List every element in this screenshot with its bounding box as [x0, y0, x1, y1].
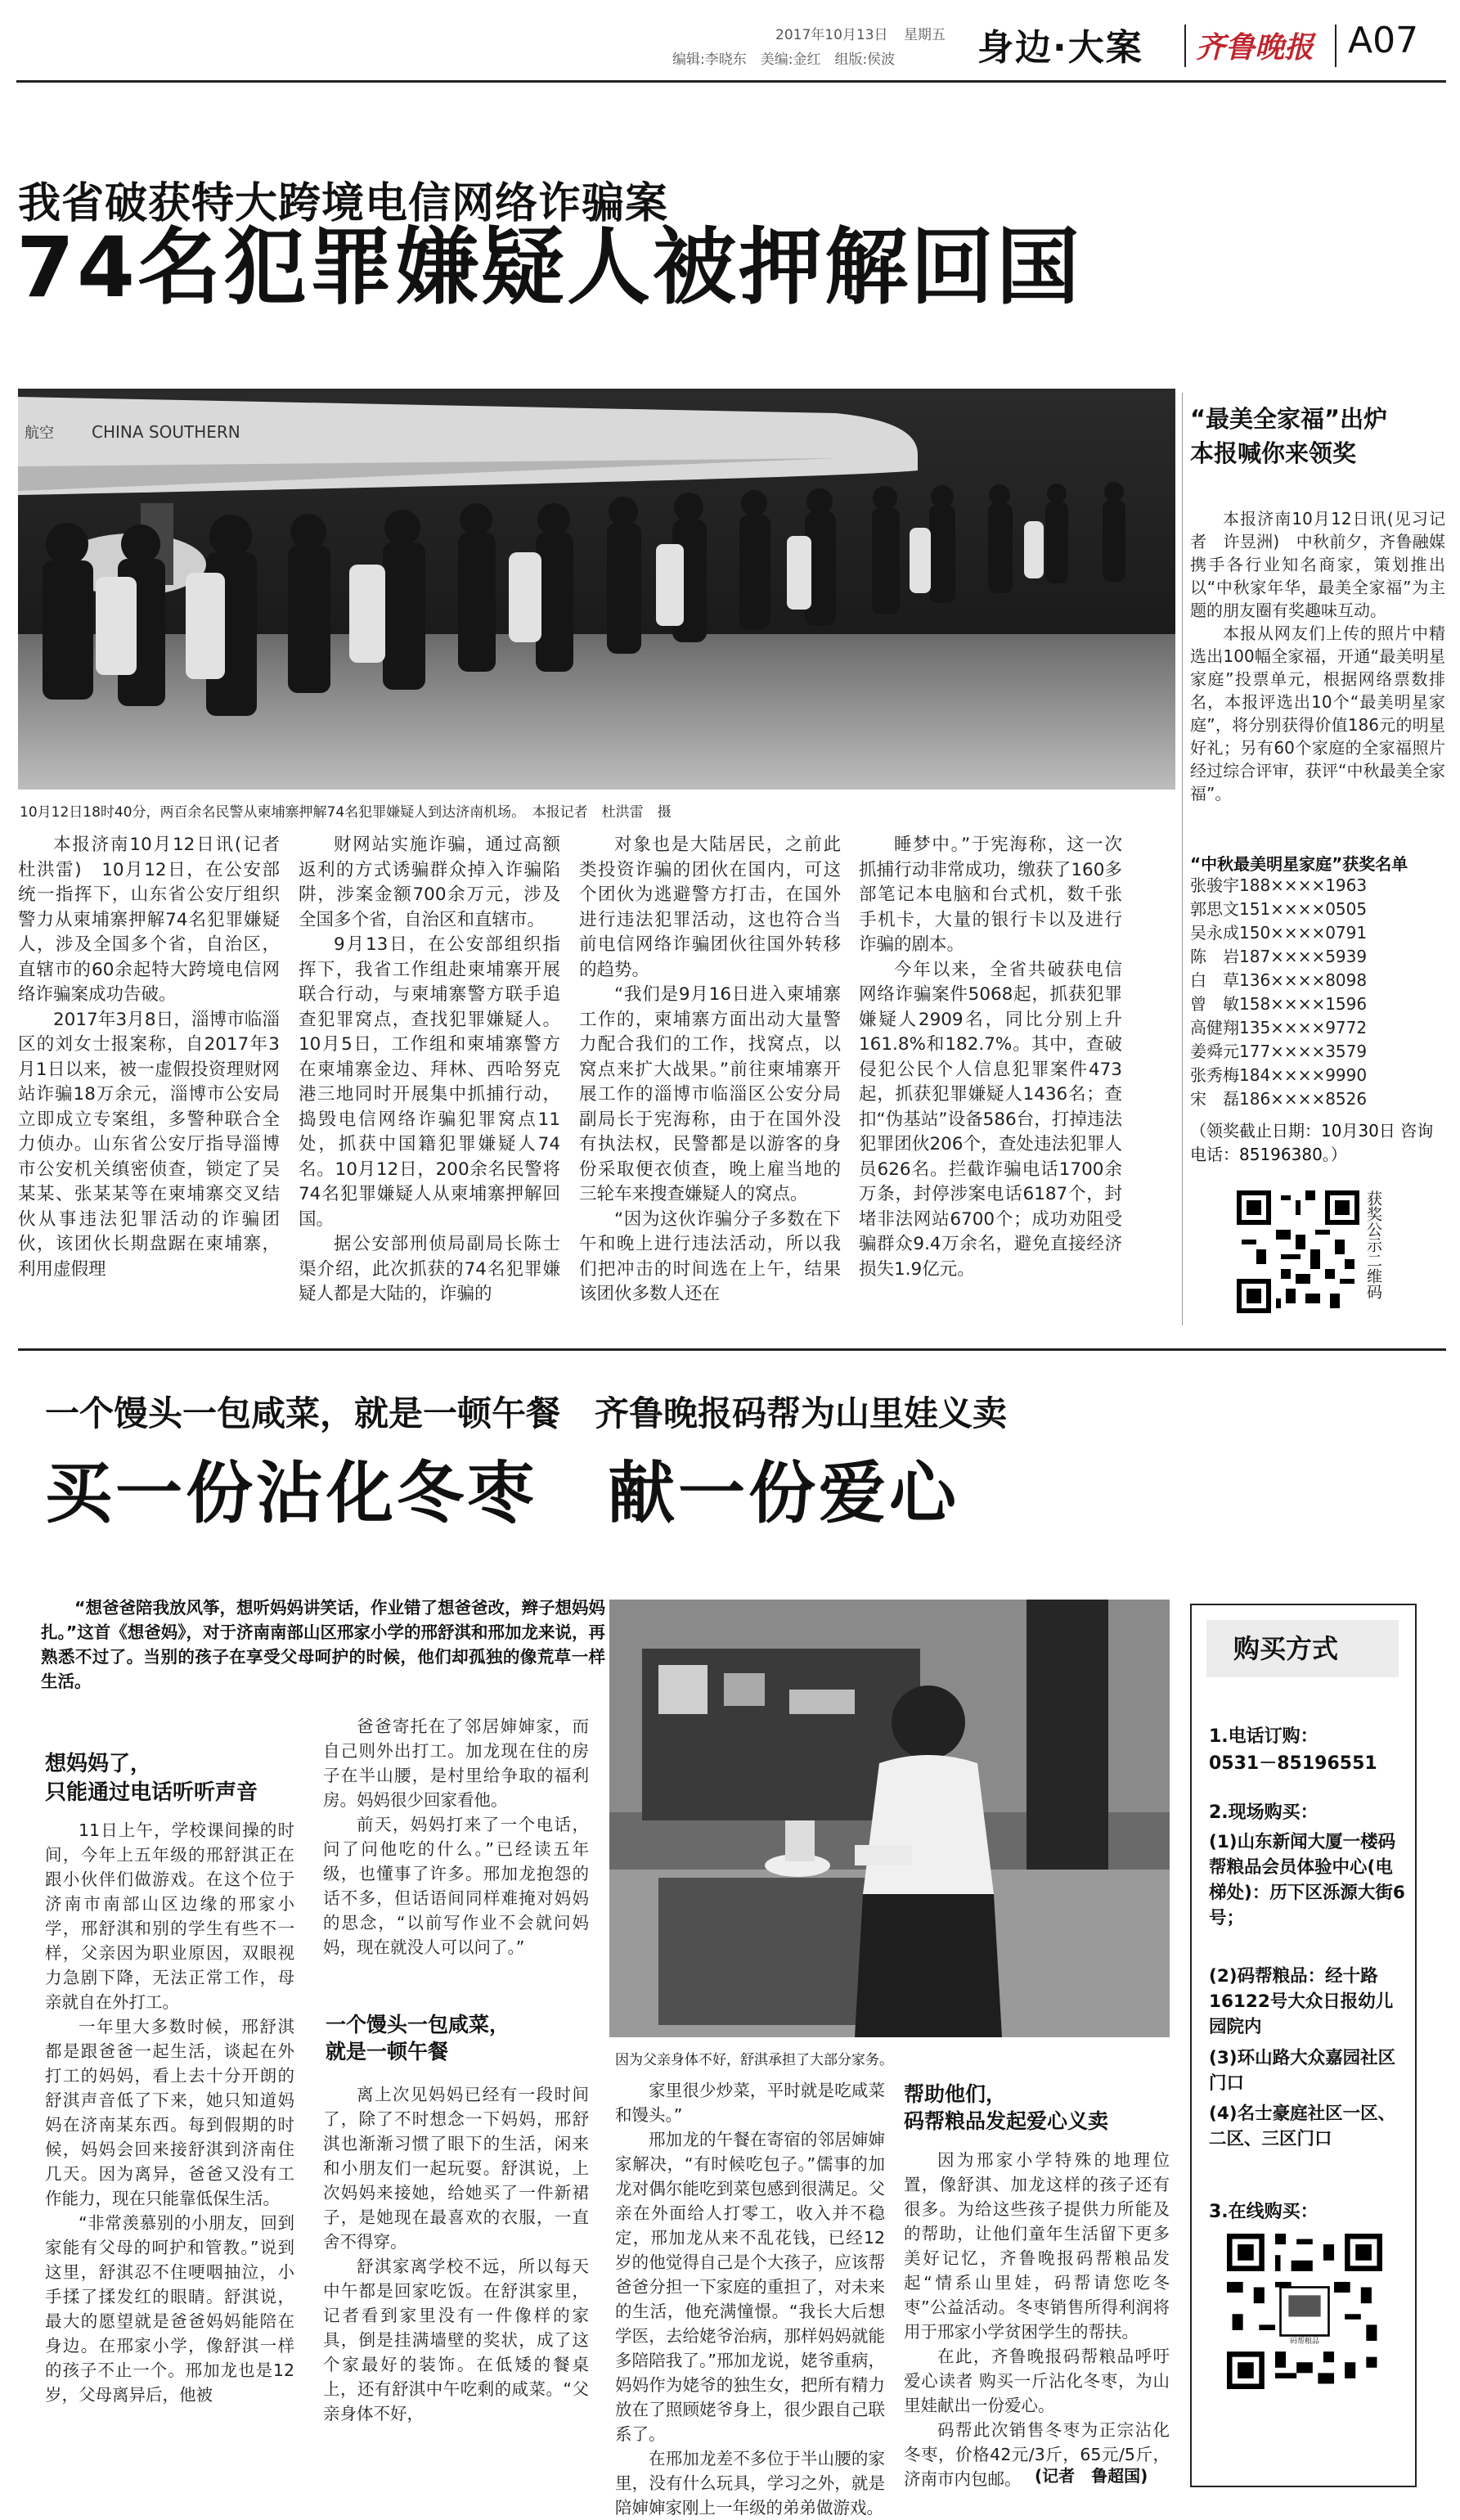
- winner-entry: 郭思文151××××0505: [1190, 899, 1368, 919]
- buy-box-top: [1190, 1604, 1417, 1605]
- section-title: 身边·大案: [977, 27, 1143, 69]
- story2-headline: 买一份沾化冬枣 献一份爱心: [45, 1455, 960, 1532]
- story2-sub1-2: 只能通过电话听听声音: [45, 1780, 258, 1805]
- buy-phone[interactable]: 0531－85196551: [1209, 1753, 1377, 1774]
- paragraph: 舒淇家离学校不远，所以每天中午都是回家吃饭。在舒淇家里，记者看到家里没有一件像样的家具，倒是挂满墙壁的奖状，成了这个家最好的装饰。在低矮的餐桌上，还有舒淇中午吃剩的咸菜。“父亲身体不好，: [323, 2257, 589, 2423]
- paragraph: 在此，齐鲁晚报码帮粮品呼吁爱心读者 购买一斤沾化冬枣，为山里娃献出一份爱心。: [904, 2347, 1170, 2415]
- paragraph: 今年以来，全省共破获电信网络诈骗案件5068起，抓获犯罪嫌疑人2909名，同比分别上升161.8%和182.7%。其中，查破侵犯公民个人信息犯罪案件473起，抓获犯罪嫌疑人1436名；查扣“伪基站”设备586台，打掉违法犯罪团伙206个，查处违法犯罪人员626名。拦截诈骗电话1700余万条，封停涉案电话6187个，封堵非法网站6700个；成功劝阻受骗群众9.4万余名，避免直接经济损失1.9亿元。: [859, 959, 1122, 1280]
- page-number: A07: [1348, 20, 1419, 61]
- buy-qr-code[interactable]: [1227, 2234, 1382, 2389]
- story2-photo: [609, 1600, 1170, 2037]
- section-frame-top: [18, 1348, 1446, 1351]
- story2-col3: [615, 2078, 885, 2518]
- column-divider: [1182, 393, 1183, 1325]
- award-qr-label: 获奖公示二维码: [1364, 1190, 1382, 1299]
- story1-col2: [299, 833, 560, 1332]
- header-divider-2: [1335, 25, 1336, 67]
- header-rule: [16, 80, 1446, 83]
- story2-lead: “想爸爸陪我放风筝，想听妈妈讲笑话，作业错了想爸爸改，辫子想妈妈扎。”这首《想爸妈》，对于济南南部山区邢家小学的邢舒淇和邢加龙来说，再熟悉不过了。当别的孩子在享受父母呵护的时候，他们却孤独的像荒草一样生活。: [41, 1598, 605, 1691]
- paragraph: 家里很少炒菜，平时就是吃咸菜和馒头。”: [615, 2081, 885, 2125]
- story2-photo-caption: 因为父亲身体不好，舒淇承担了大部分家务。: [615, 2052, 893, 2068]
- winners-deadline: （领奖截止日期：10月30日 咨询电话：85196380。）: [1190, 1121, 1434, 1164]
- plane-livery-text: CHINA SOUTHERN: [92, 422, 240, 442]
- paragraph: 本报济南10月12日讯(记者 杜洪雷) 10月12日，在公安部统一指挥下，山东省公安厅组织警力从柬埔寨押解74名犯罪嫌疑人，涉及全国多个省，自治区，直辖市的60余起特大跨境电信网络诈骗案成功告破。: [18, 835, 298, 1005]
- paragraph: “非常羡慕别的小朋友，回到家能有父母的呵护和管教。”说到这里，舒淇忍不住哽咽抽泣，小手揉了揉发红的眼睛。舒淇说，最大的愿望就是爸爸妈妈能陪在身边。在邢家小学，像舒淇一样的孩子不止一个。邢加龙也是12岁，父母离异后，他被: [45, 2213, 294, 2405]
- paragraph: 邢加龙的午餐在寄宿的邻居婶婶家解决，“有时候吃包子。”儒事的加龙对偶尔能吃到菜包感到很满足。父亲在外面给人打零工，收入并不稳定，邢加龙从来不乱花钱，已经12岁的他觉得自己是个大孩子，应该帮爸爸分担一下家庭的重担了，对未来的生活，他充满憧憬。“我长大后想学医，去给姥爷治病，那样妈妈就能多陪陪我了。”邢加龙说，姥爷重病，妈妈作为姥爷的独生女，把所有精力放在了照顾姥爷身上，很少跟自己联系了。: [615, 2130, 885, 2444]
- winner-entry: 吴永成150××××0791: [1190, 923, 1368, 943]
- paragraph: 11日上午，学校课间操的时间，今年上五年级的邢舒淇正在跟小伙伴们做游戏。在这个位于济南市南部山区边缘的邢家小学，邢舒淇和别的学生有些不一样，父亲因为职业原因，双眼视力急剧下降，无法正常工作，母亲就自在外打工。: [45, 1820, 294, 2012]
- sidebar1-title-1: “最美全家福”出炉: [1190, 405, 1388, 433]
- sidebar1-title-2: 本报喊你来领奖: [1190, 439, 1357, 467]
- winner-entry: 张秀梅184××××9990: [1190, 1065, 1368, 1085]
- story1-kicker: 我省破获特大跨境电信网络诈骗案: [18, 179, 669, 228]
- issue-date: 2017年10月13日: [775, 27, 888, 43]
- buy-box-right: [1415, 1604, 1417, 2487]
- header-date: [775, 23, 946, 43]
- story2-sub2-1: 一个馒头一包咸菜，: [326, 2013, 510, 2036]
- story2-sub1-1: 想妈妈了，: [45, 1752, 152, 1776]
- story2-sub3-2: 码帮粮品发起爱心义卖: [904, 2109, 1109, 2133]
- paragraph: 因为邢家小学特殊的地理位置，像舒淇、加龙这样的孩子还有很多。为给这些孩子提供力所能及的帮助，让他们童年生活留下更多美好记忆，齐鲁晚报码帮粮品发起“情系山里娃，码帮请您吃冬枣”公益活动。冬枣销售所得利润将用于邢家小学贫困学生的帮扶。: [904, 2150, 1170, 2342]
- story2-col2: [323, 1714, 589, 1992]
- paragraph: 本报济南10月12日讯(见习记者 许昱洲) 中秋前夕，齐鲁融媒携手各行业知名商家，策划推出以“中秋家年华，最美全家福”为主题的朋友圈有奖趣味互动。: [1190, 509, 1445, 620]
- buy-loc-1: (1)山东新闻大厦一楼码帮粮品会员体验中心(电梯处)：历下区泺源大街6号；: [1209, 1832, 1405, 1928]
- story2-col1: [45, 1818, 294, 2489]
- winners-list: [1190, 874, 1445, 1111]
- story2-sub2-2: 就是一顿午餐: [326, 2040, 449, 2063]
- paragraph: 对象也是大陆居民，之前此类投资诈骗的团伙在国内，可这个团伙为逃避警方打击，在国外进行违法犯罪活动，这也符合当前电信网络诈骗团伙往国外转移的趋势。: [579, 835, 841, 980]
- story1-headline: 74名犯罪嫌疑人被押解回国: [16, 219, 1082, 317]
- buy-loc-4: (4)名士豪庭社区一区、二区、三区门口: [1209, 2104, 1396, 2149]
- paragraph: 前天，妈妈打来了一个电话，问了问他吃的什么。”已经读五年级，也懂事了许多。邢加龙抱怨的话不多，但话语间同样难掩对妈妈的思念，“以前写作业不会就问妈妈，现在就没人可以问了。”: [323, 1815, 589, 1957]
- buy-onsite-label: 2.现场购买：: [1209, 1802, 1318, 1823]
- winner-entry: 姜舜元177××××3579: [1190, 1042, 1368, 1061]
- story2-col2b: [323, 2082, 589, 2491]
- winner-entry: 曾 敏158××××1596: [1190, 994, 1368, 1014]
- award-qr-code[interactable]: [1237, 1190, 1359, 1313]
- paragraph: 9月13日，在公安部组织指挥下，我省工作组赴柬埔寨开展联合行动，与柬埔寨警方联手追查犯罪窝点，查找犯罪嫌疑人。10月5日，工作组和柬埔寨警方在柬埔寨金边、拜林、西哈努克港三地同时开展集中抓捕行动，捣毁电信网络诈骗犯罪窝点11处，抓获中国籍犯罪嫌疑人74名。10月12日，200余名民警将74名犯罪嫌疑人从柬埔寨押解回国。: [299, 934, 560, 1230]
- buy-title: 购买方式: [1233, 1633, 1339, 1664]
- story1-col3: [579, 833, 841, 1332]
- paragraph: “我们是9月16日进入柬埔寨工作的，柬埔寨方面出动大量警力配合我们的工作，找窝点，以窝点来扩大战果。”前往柬埔寨开展工作的淄博市临淄区公安分局副局长于宪海称，由于在国外没有执法权，民警都是以游客的身份采取便衣侦查，晚上雇当地的三轮车来搜查嫌疑人的窝点。: [579, 984, 841, 1204]
- buy-loc-2: (2)码帮粮品：经十路16122号大众日报幼儿园院内: [1209, 1966, 1394, 2037]
- story2-reporter: (记者 鲁超国): [1035, 2466, 1148, 2486]
- winner-entry: 陈 岩187××××5939: [1190, 947, 1368, 966]
- paragraph: 在邢加龙差不多位于半山腰的家里，没有什么玩具，学习之外，就是陪婶婶家刚上一年级的弟弟做游戏。: [615, 2449, 885, 2518]
- buy-phone-label: 1.电话订购：: [1209, 1726, 1318, 1747]
- paragraph: 爸爸寄托在了邻居婶婶家，而自己则外出打工。加龙现在住的房子在半山腰，是村里给争取的福利房。妈妈很少回家看他。: [323, 1717, 589, 1810]
- issue-weekday: 星期五: [903, 27, 946, 43]
- paragraph: 本报从网友们上传的照片中精选出100幅全家福，开通“最美明星家庭”投票单元，根据网络票数排名，本报评选出10个“最美明星家庭”，将分别获得价值186元的明星好礼；另有60个家庭的全家福照片经过综合评审，获评“中秋最美全家福”。: [1190, 623, 1445, 803]
- qr-logo-caption: 码帮粮品: [1289, 2338, 1319, 2346]
- buy-loc-3: (3)环山路大众嘉园社区门口: [1209, 2048, 1396, 2094]
- header-editors: 编辑:李晓东 美编:金红 组版:侯波: [672, 52, 896, 68]
- buy-box-left: [1190, 1604, 1192, 2487]
- story1-col1: [18, 833, 298, 1332]
- sidebar1-body: [1190, 507, 1445, 867]
- paragraph: 一年里大多数时候，邢舒淇都是跟爸爸一起生活，谈起在外打工的妈妈，看上去十分开朗的舒淇声音低了下来，她只知道妈妈在济南某东西。每到假期的时候，妈妈会回来接舒淇到济南住几天。因为离异，爸爸又没有工作能力，现在只能靠低保生活。: [45, 2017, 294, 2208]
- buy-box-bottom: [1190, 2486, 1417, 2487]
- story2-kicker: 一个馒头一包咸菜，就是一顿午餐 齐鲁晚报码帮为山里娃义卖: [45, 1393, 1008, 1433]
- winner-entry: 张骏宇188××××1963: [1190, 875, 1368, 895]
- winner-entry: 宋 磊186××××8526: [1190, 1089, 1368, 1109]
- story2-sub3-1: 帮助他们，: [904, 2082, 1007, 2106]
- header-divider: [1184, 25, 1186, 67]
- paragraph: 离上次见妈妈已经有一段时间了，除了不时想念一下妈妈，邢舒淇也渐渐习惯了眼下的生活，闲来和小朋友们一起玩耍。舒淇说，上次妈妈来接她，给她买了一件新裙子，是她现在最喜欢的衣服，一直舍不得穿。: [323, 2085, 589, 2252]
- paragraph: 2017年3月8日，淄博市临淄区的刘女士报案称，自2017年3月1日以来，被一虚假投资理财网站诈骗18万余元，淄博市公安局立即成立专案组，多警种联合全力侦办。山东省公安厅指导淄博市公安机关缜密侦查，锁定了吴某某、张某某等在柬埔寨交叉结伙从事违法犯罪活动的诈骗团伙，该团伙长期盘踞在柬埔寨，利用虚假理: [18, 1009, 280, 1280]
- paragraph: “因为这伙诈骗分子多数在下午和晚上进行违法活动，所以我们把冲击的时间选在上午，结果该团伙多数人还在: [579, 1208, 841, 1304]
- paragraph: 据公安部刑侦局副局长陈士渠介绍，此次抓获的74名犯罪嫌疑人都是大陆的，诈骗的: [299, 1234, 560, 1304]
- buy-online-label: 3.在线购买：: [1209, 2202, 1318, 2222]
- plane-livery-text-cn: 航空: [25, 425, 54, 442]
- paper-logo: 齐鲁晚报: [1196, 30, 1314, 65]
- winner-entry: 白 草136××××8098: [1190, 970, 1368, 990]
- story1-photo-caption: 10月12日18时40分，两百余名民警从柬埔寨押解74名犯罪嫌疑人到达济南机场。 本报记者 杜洪雷 摄: [20, 804, 672, 821]
- story1-photo: [18, 389, 1175, 790]
- winner-entry: 高健翔135××××9772: [1190, 1018, 1368, 1037]
- paragraph: 财网站实施诈骗，通过高额返利的方式诱骗群众掉入诈骗陷阱，涉案金额700余万元，涉及全国多个省，自治区和直辖市。: [299, 835, 560, 930]
- paragraph: 码帮此次销售冬枣为正宗沾化冬枣，价格42元/3斤，65元/5斤，济南市内包邮。: [904, 2420, 1170, 2489]
- story1-col4: [859, 833, 1122, 1332]
- winners-title: “中秋最美明星家庭”获奖名单: [1190, 854, 1408, 874]
- paragraph: 睡梦中。”于宪海称，这一次抓捕行动非常成功，缴获了160多部笔记本电脑和台式机，数千张手机卡，大量的银行卡以及进行诈骗的剧本。: [859, 835, 1122, 955]
